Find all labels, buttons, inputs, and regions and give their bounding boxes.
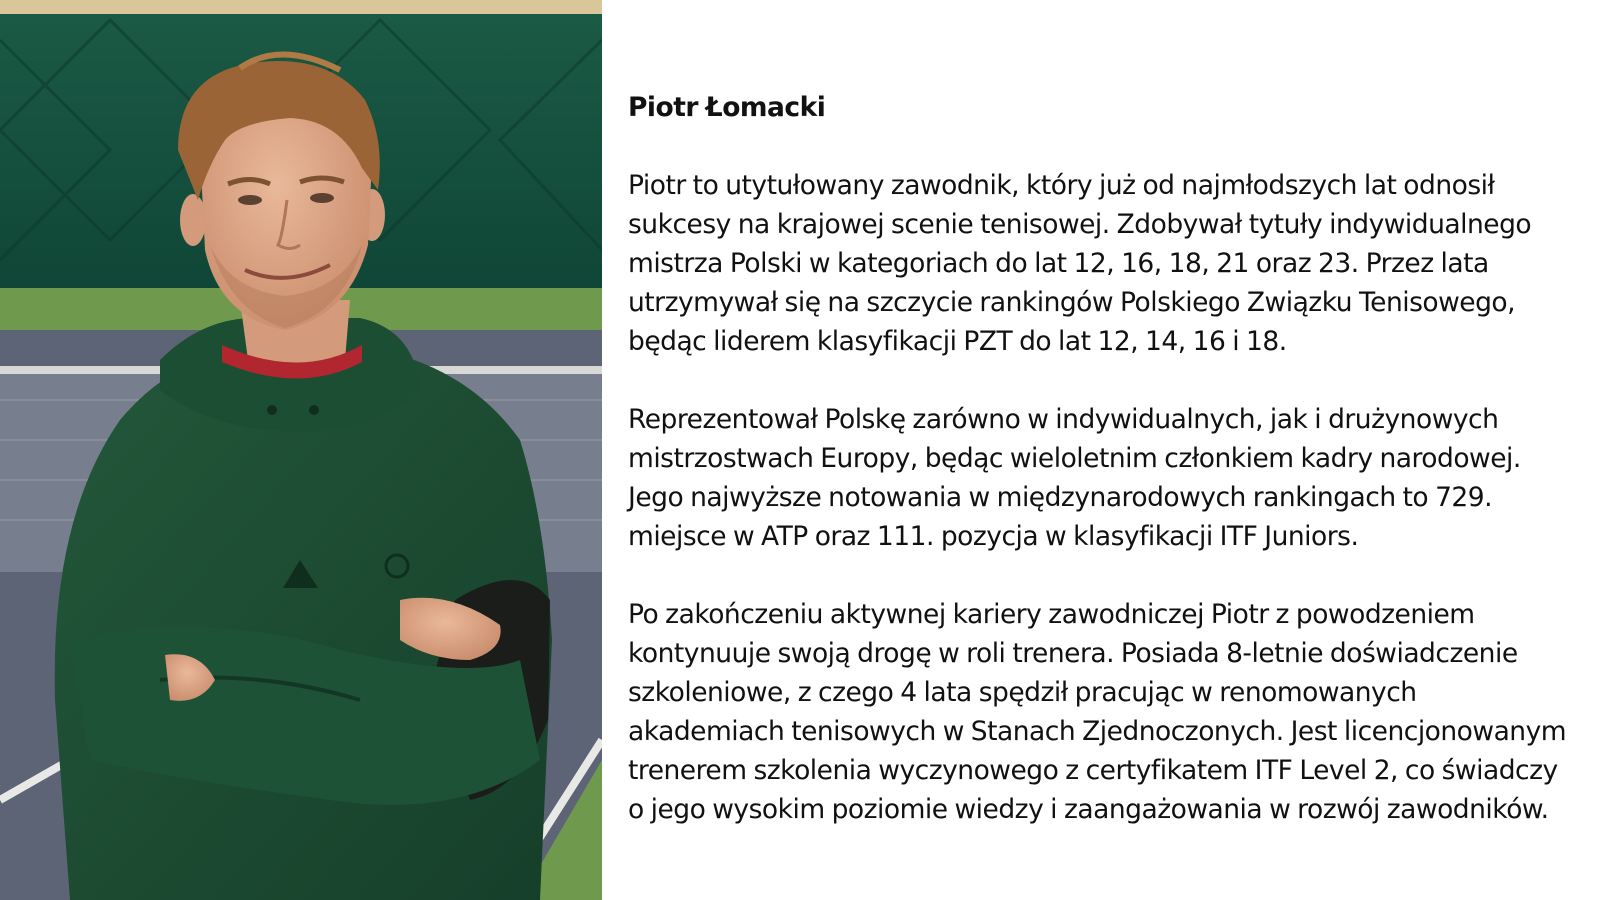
portrait-photo (0, 0, 602, 900)
bio-section (628, 88, 1576, 829)
bio-paragraph-career: Piotr to utytułowany zawodnik, który już od najmłodszych lat odnosił sukcesy na krajowej scenie tenisowej. Zdobywał tytuły indywidualnego mistrza Polski w kategoriach do lat 12, 16, 18, 21 oraz 23. Przez lata utrzymywał się na szczycie rankingów Polskiego Związku Tenisowego, będąc liderem klasyfikacji PZT do lat 12, 14, 16 i 18. (628, 170, 1532, 357)
person-name: Piotr Łomacki (628, 92, 826, 123)
bio-paragraph-coaching: Po zakończeniu aktywnej kariery zawodniczej Piotr z powodzeniem kontynuuje swoją drogę w roli trenera. Posiada 8-letnie doświadczenie szkoleniowe, z czego 4 lata spędził pracując w renomowanych akademiach tenisowych w Stanach Zjednoczonych. Jest licencjonowanym trenerem szkolenia wyczynowego z certyfikatem ITF Level 2, co świadczy o jego wysokim poziomie wiedzy i zaangażowania w rozwój zawodników. (628, 599, 1567, 825)
bio-paragraph-national-team: Reprezentował Polskę zarówno w indywidualnych, jak i drużynowych mistrzostwach Europy, będąc wieloletnim członkiem kadry narodowej. Jego najwyższe notowania w międzynarodowych rankingach to 729. miejsce w ATP oraz 111. pozycja w klasyfikacji ITF Juniors. (628, 404, 1521, 552)
portrait-illustration (0, 0, 602, 900)
